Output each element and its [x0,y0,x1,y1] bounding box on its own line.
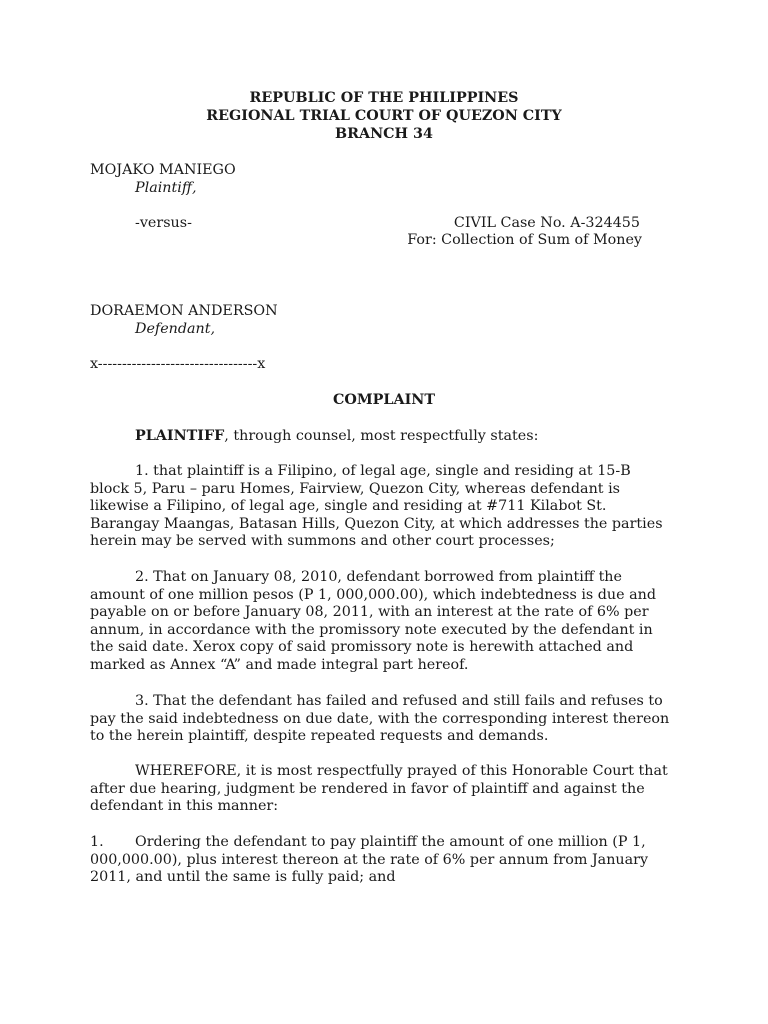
allegation-2 [90,569,690,675]
prayer-1-line: 2011, and until the same is fully paid; and [90,869,396,886]
plaintiff-name: MOJAKO MANIEGO [90,162,236,178]
allegation-2-line: marked as Annex “A” and made integral part hereof. [90,656,469,673]
allegation-1-line: Barangay Maangas, Batasan Hills, Quezon City, at which addresses the parties [90,515,663,532]
allegation-2-line: 2. That on January 08, 2010, defendant borrowed from plaintiff the [135,569,622,585]
allegation-2-line: the said date. Xerox copy of said promissory note is herewith attached and [90,639,634,656]
prayer-1-line: Ordering the defendant to pay plaintiff the amount of one million (P 1, [135,834,646,850]
header-court: REGIONAL TRIAL COURT OF QUEZON CITY [206,108,562,124]
wherefore-line: defendant in this manner: [90,798,279,815]
case-number: CIVIL Case No. A-324455 [453,215,640,231]
allegation-1-line: block 5, Paru – paru Homes, Fairview, Quezon City, whereas defendant is [90,480,620,497]
allegation-2-line: annum, in accordance with the promissory note executed by the defendant in [90,621,653,638]
allegation-1 [90,463,690,551]
intro-party: PLAINTIFF [135,428,225,444]
wherefore-clause [90,763,690,816]
allegation-3-line: 3. That the defendant has failed and refused and still fails and refuses to [135,693,663,709]
allegation-2-line: amount of one million pesos (P 1, 000,000.00), which indebtedness is due and [90,586,657,603]
header-republic: REPUBLIC OF THE PHILIPPINES [249,90,519,106]
wherefore-line: WHEREFORE, it is most respectfully prayed of this Honorable Court that [135,763,668,779]
wherefore-line: after due hearing, judgment be rendered in favor of plaintiff and against the [90,780,645,797]
allegation-1-line: herein may be served with summons and other court processes; [90,533,555,550]
allegation-1-line: 1. that plaintiff is a Filipino, of legal age, single and residing at 15-B [135,463,631,479]
intro-paragraph [135,428,538,446]
allegation-1-line: likewise a Filipino, of legal age, single and residing at #711 Kilabot St. [90,498,607,515]
prayer-1-line: 000,000.00), plus interest thereon at the rate of 6% per annum from January [90,851,649,868]
prayer-1 [90,834,690,887]
prayer-1-number: 1. [90,834,104,850]
versus-label: -versus- [135,215,192,231]
header-branch: BRANCH 34 [335,126,433,142]
allegation-3-line: to the herein plaintiff, despite repeated requests and demands. [90,728,549,745]
document-title: COMPLAINT [333,392,435,408]
intro-text: , through counsel, most respectfully states: [224,428,539,444]
allegation-3 [90,693,690,746]
allegation-3-line: pay the said indebtedness on due date, with the corresponding interest thereon [90,710,670,727]
caption-separator: x---------------------------------x [90,356,266,372]
case-nature: For: Collection of Sum of Money [407,232,642,248]
defendant-name: DORAEMON ANDERSON [90,303,278,319]
defendant-role: Defendant, [135,321,216,337]
plaintiff-role: Plaintiff, [135,180,197,196]
allegation-2-line: payable on or before January 08, 2011, with an interest at the rate of 6% per [90,604,649,621]
